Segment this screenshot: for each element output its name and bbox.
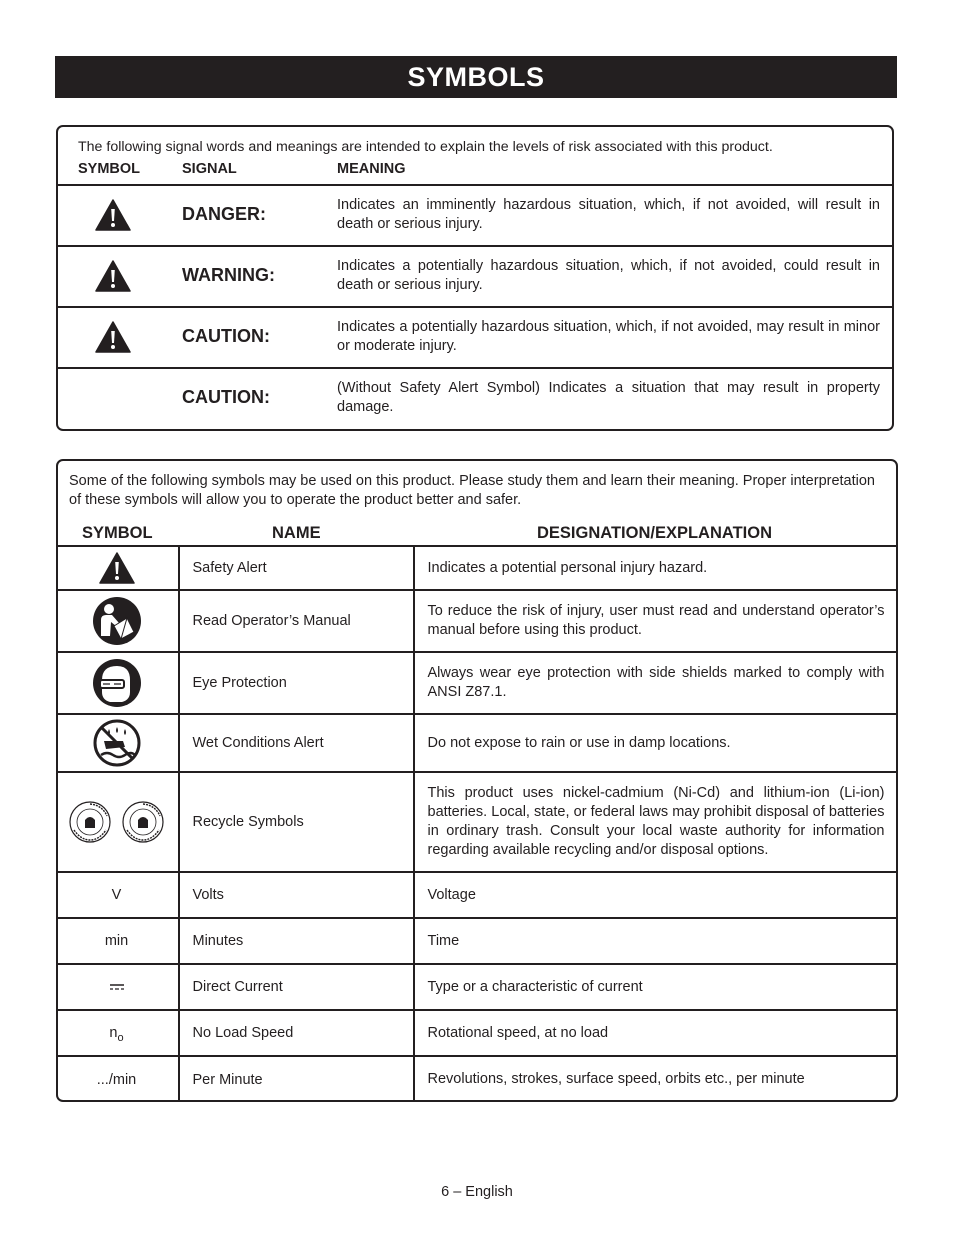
signal-intro: The following signal words and meanings are intended to explain the levels of risk associated with this product. (78, 139, 773, 155)
symbol-explanation: This product uses nickel-cadmium (Ni-Cd) and lithium-ion (Li-ion) batteries. Local, state, or federal laws may prohibit disposal of batteries in ordinary trash. Consult your local waste authority for information regarding available recycling and/or disposal options. (414, 772, 897, 872)
symbol-name: Safety Alert (179, 546, 414, 590)
symbol-explanation: Time (414, 918, 897, 964)
signal-meaning: Indicates a potentially hazardous situation, which, if not avoided, may result in minor or moderate injury. (337, 319, 880, 354)
symbol-name: Eye Protection (179, 652, 414, 714)
table-row (56, 590, 897, 652)
no-load-speed-symbol (56, 1010, 179, 1056)
symbol-text: min (56, 918, 179, 964)
table-row (56, 872, 897, 918)
signal-word: DANGER: (182, 204, 266, 224)
symbols-intro: Some of the following symbols may be used on this product. Please study them and learn their meaning. Proper interpretation of these symbols will allow you to operate the product better and safer. (69, 473, 875, 508)
signal-word: WARNING: (182, 265, 275, 285)
symbol-explanation: Indicates a potential personal injury hazard. (414, 546, 897, 590)
symbols-header-name: NAME (272, 524, 321, 542)
symbol-explanation: To reduce the risk of injury, user must read and understand operator’s manual before using this product. (414, 590, 897, 652)
signal-row-caution (58, 306, 892, 367)
symbol-explanation: Type or a characteristic of current (414, 964, 897, 1010)
safety-alert-triangle-icon (95, 321, 131, 353)
table-row (56, 1010, 897, 1056)
safety-alert-triangle-icon (99, 552, 135, 584)
symbol-text: .../min (56, 1056, 179, 1102)
symbol-subscript: o (117, 1032, 124, 1044)
symbol-name: Recycle Symbols (179, 772, 414, 872)
symbol-name: Direct Current (179, 964, 414, 1010)
signal-header-symbol: SYMBOL (78, 161, 141, 177)
signal-row-caution-no-symbol (58, 367, 892, 428)
read-manual-icon (92, 596, 142, 646)
table-row (56, 1056, 897, 1102)
symbols-box (56, 459, 898, 1102)
table-row (56, 964, 897, 1010)
direct-current-icon (110, 983, 124, 991)
table-row (56, 714, 897, 772)
symbol-explanation: Voltage (414, 872, 897, 918)
signal-meaning: Indicates a potentially hazardous situation, which, if not avoided, could result in death or serious injury. (337, 258, 880, 293)
symbols-header-explanation: DESIGNATION/EXPLANATION (537, 524, 772, 542)
safety-alert-triangle-icon (95, 199, 131, 231)
symbols-table (56, 545, 897, 1102)
eye-protection-icon (92, 658, 142, 708)
signal-meaning: Indicates an imminently hazardous situation, which, if not avoided, will result in death or serious injury. (337, 197, 880, 232)
symbol-name: Wet Conditions Alert (179, 714, 414, 772)
recycle-seal-icon (68, 814, 164, 830)
symbol-text: V (56, 872, 179, 918)
table-row (56, 918, 897, 964)
signal-words-box (56, 125, 894, 431)
signal-header-meaning: MEANING (337, 161, 406, 177)
signal-row-danger (58, 184, 892, 245)
symbol-explanation: Always wear eye protection with side shields marked to comply with ANSI Z87.1. (414, 652, 897, 714)
symbol-explanation: Rotational speed, at no load (414, 1010, 897, 1056)
symbol-name: Read Operator’s Manual (179, 590, 414, 652)
symbol-name: Minutes (179, 918, 414, 964)
table-row (56, 772, 897, 872)
symbol-name: No Load Speed (179, 1010, 414, 1056)
symbol-name: Per Minute (179, 1056, 414, 1102)
wet-conditions-icon (93, 719, 141, 767)
signal-meaning: (Without Safety Alert Symbol) Indicates a situation that may result in property damage. (337, 380, 880, 415)
signal-header-signal: SIGNAL (182, 161, 237, 177)
page-footer: 6 – English (441, 1184, 513, 1200)
signal-word: CAUTION: (182, 387, 270, 407)
page-title: SYMBOLS (55, 56, 897, 98)
safety-alert-triangle-icon (95, 260, 131, 292)
symbol-explanation: Revolutions, strokes, surface speed, orbits etc., per minute (414, 1056, 897, 1102)
symbols-header-symbol: SYMBOL (82, 524, 153, 542)
signal-row-warning (58, 245, 892, 306)
symbol-text: n (109, 1025, 118, 1041)
table-row (56, 652, 897, 714)
symbol-name: Volts (179, 872, 414, 918)
signal-word: CAUTION: (182, 326, 270, 346)
table-row (56, 546, 897, 590)
symbol-explanation: Do not expose to rain or use in damp locations. (414, 714, 897, 772)
